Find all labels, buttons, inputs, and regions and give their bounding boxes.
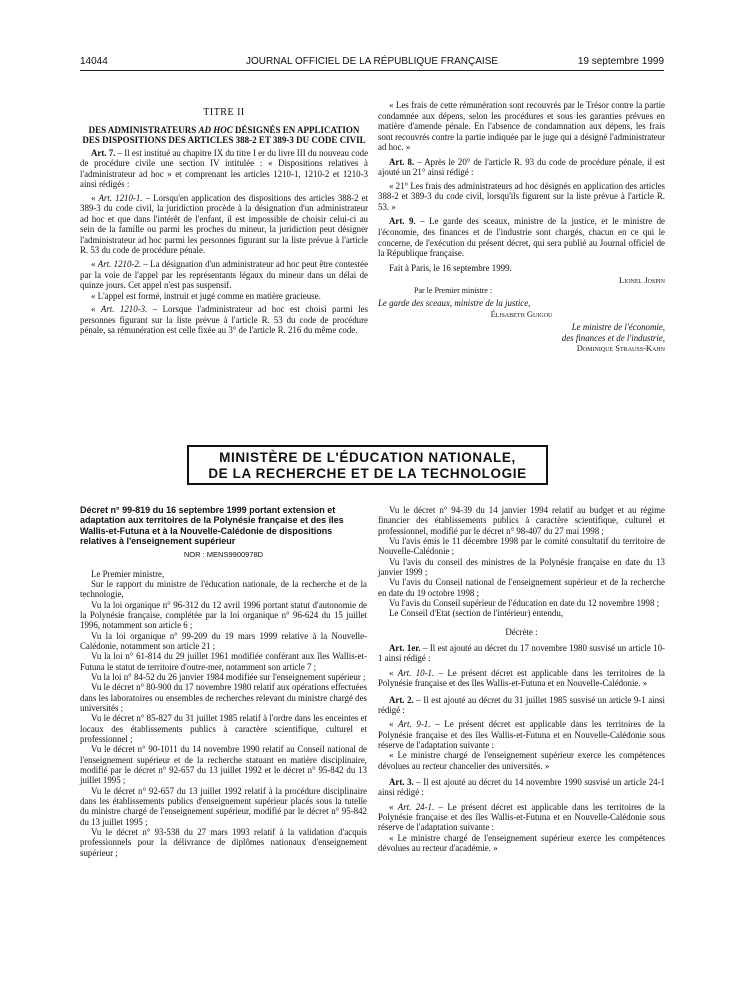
- decrete-heading: Décrète :: [505, 626, 538, 637]
- art24-1-label: Art. 24-1.: [397, 801, 435, 812]
- garde-des-sceaux: Le garde des sceaux, ministre de la justice,: [378, 298, 531, 309]
- visa-paragraph: Vu le décret n° 90-1011 du 14 novembre 1990 relatif au Conseil national de l'enseignement supérieur et de la recherche statuant en matière disciplinaire, modifié par le décret n° 92-657 du 13 juillet 1992 et le décret n° 95-842 du 13 juillet 1995 ;: [80, 744, 367, 786]
- art9-1-quote2: « Le ministre chargé de l'enseignement supérieur exerce les compétences dévolues au recteur chancelier des universités. »: [378, 750, 665, 771]
- section-heading: [80, 125, 368, 146]
- ministry-line2: DE LA RECHERCHE ET DE LA TECHNOLOGIE: [208, 466, 527, 481]
- ministre-eco-line1: Le ministre de l'économie,: [571, 322, 665, 333]
- visa-paragraph: Vu le décret n° 92-657 du 13 juillet 1992 relatif à la procédure disciplinaire dans les établissements publics d'enseignement supérieur placés sous la tutelle du ministre chargé de l'enseignement supérieur, modifié par le décret n° 95-842 du 13 juillet 1995 ;: [80, 785, 367, 827]
- art9-1-quote: « Art. 9-1. – Le présent décret est applicable dans les territoires de la Polynésie française et des îles Wallis-et-Futuna et en Nouvelle-Calédonie sous réserve de l'adaptation suivante :: [378, 719, 665, 750]
- art1210-2-paragraph2: « L'appel est formé, instruit et jugé comme en matière gracieuse.: [91, 290, 321, 301]
- journal-title: JOURNAL OFFICIEL DE LA RÉPUBLIQUE FRANÇAISE: [245, 56, 499, 67]
- visa-paragraph: Vu le décret n° 80-900 du 17 novembre 1980 relatif aux opérations effectuées dans les laboratoires ou ensembles de recherches relevant du ministre chargé des universités ;: [80, 682, 367, 713]
- art1210-1-label: Art. 1210-1.: [98, 192, 143, 203]
- visa-paragraph: Vu l'avis du Conseil national de l'enseignement supérieur et de la recherche en date du 19 octobre 1998 ;: [378, 577, 665, 598]
- visa-paragraph: Vu le décret n° 85-827 du 31 juillet 1985 relatif à l'ordre dans les enceintes et locaux des établissements publics à caractère scientifique, culturel et professionnel ;: [80, 713, 367, 745]
- art8-label: Art. 8.: [389, 156, 415, 167]
- art9-label: Art. 9.: [389, 216, 416, 227]
- art10-1-quote: « Art. 10-1. – Le présent décret est applicable dans les territoires de la Polynésie française et des îles Wallis-et-Futuna et en Nouvelle-Calédonie. »: [378, 667, 665, 689]
- signer-strauss-kahn: Dominique Strauss-Kahn: [576, 343, 665, 354]
- page-number: 14044: [80, 56, 108, 67]
- page-header: [80, 56, 664, 70]
- art1210-2-label: Art. 1210-2.: [97, 259, 142, 270]
- visa-paragraph: Le Conseil d'Etat (section de l'intérieur) entendu,: [389, 608, 563, 619]
- art2-paragraph: [378, 695, 665, 716]
- top-left-column: [80, 100, 368, 336]
- art2-text: – Il est ajouté au décret du 31 juillet 1985 susvisé un article 9-1 ainsi rédigé :: [378, 694, 665, 715]
- art8-quote: « 21° Les frais des administrateurs ad hoc désignés en application des articles 388-2 et 389-3 du code civil, lorsqu'ils figurent sur la liste prévue à l'article R. 53. »: [378, 180, 665, 212]
- section-heading-part1: DES ADMINISTRATEURS: [88, 124, 199, 135]
- art1210-2-text: – La désignation d'un administrateur ad hoc peut être contestée par la voie de l'appel par les représentants légaux du mineur dans un délai de quinze jours. Cet appel n'est pas suspensif.: [80, 259, 369, 291]
- art9-1-text: – Le présent décret est applicable dans les territoires de la Polynésie française et des îles Wallis-et-Futuna et en Nouvelle-Calédonie sous réserve de l'adaptation suivante :: [378, 719, 665, 750]
- visa-paragraph: Le Premier ministre,: [91, 568, 165, 579]
- ministre-eco-line2: des finances et de l'industrie,: [561, 332, 665, 343]
- art9-text: – Le garde des sceaux, ministre de la justice, et le ministre de l'économie, des finances et de l'industrie sont chargés, chacun en ce qui le concerne, de l'exécution du présent décret, qui sera publié au Journal officiel de la République française.: [378, 216, 665, 259]
- art1210-1-paragraph: « Art. 1210-1. – Lorsqu'en application des dispositions des articles 388-2 et 389-3 du code civil, la juridiction procède à la désignation d'un administrateur ad hoc et que dans l'intérêt de l'enfant, il est impossible de choisir celui-ci au sein de la famille ou parmi les proches du mineur, la juridiction peut désigner l'administrateur ad hoc parmi les personnes figurant sur la liste prévue à l'article R. 53 du code de procédure pénale.: [80, 192, 368, 256]
- signer-jospin: Lionel Jospin: [619, 275, 665, 286]
- top-right-column: [378, 100, 665, 354]
- art1-paragraph: [378, 643, 665, 664]
- visa-paragraph: Vu l'avis du conseil des ministres de la Polynésie française en date du 13 janvier 1999 ;: [378, 556, 665, 578]
- section-heading-adhoc: AD HOC: [198, 124, 233, 135]
- art3-label: Art. 3.: [389, 776, 414, 787]
- visa-paragraph: Vu l'avis émis le 11 décembre 1998 par le comité consultatif du territoire de Nouvelle-Calédonie ;: [378, 536, 665, 557]
- fees-paragraph: « Les frais de cette rémunération sont recouvrés par le Trésor contre la partie condamnée aux dépens, selon les procédures et sous les garanties prévues en matière d'amende pénale. En l'absence de condamnation aux dépens, les frais sont recouvrés contre la partie indiquée par le juge qui a désigné l'administrateur ad hoc. »: [378, 100, 665, 153]
- visa-paragraph: Vu le décret n° 94-39 du 14 janvier 1994 relatif au budget et au régime financier des établissements publics à caractère scientifique, culturel et professionnel, modifié par le décret n° 98-407 du 27 mai 1998 ;: [378, 505, 665, 536]
- decree-left-column: [80, 505, 367, 858]
- art7-label: Art. 7.: [91, 147, 116, 158]
- visa-paragraph: Vu la loi n° 84-52 du 26 janvier 1984 modifiée sur l'enseignement supérieur ;: [91, 671, 366, 682]
- art7-paragraph: [80, 148, 368, 190]
- titre-heading: TITRE II: [203, 107, 245, 118]
- art24-1-quote2: « Le ministre chargé de l'enseignement supérieur exerce les compétences dévolues au recteur d'académie. »: [378, 832, 665, 853]
- art1210-3-paragraph: « Art. 1210-3. – Lorsque l'administrateur ad hoc est choisi parmi les personnes figurant sur la liste prévue à l'article R. 53 du code de procédure pénale, sa rémunération est celle fixée au 3° de l'article R. 216 du même code.: [80, 304, 368, 336]
- art1210-2-paragraph: « Art. 1210-2. – La désignation d'un administrateur ad hoc peut être contestée par la voie de l'appel par les représentants légaux du mineur dans un délai de quinze jours. Cet appel n'est pas suspensif.: [80, 259, 369, 291]
- visa-paragraph: Vu la loi organique n° 99-209 du 19 mars 1999 relative à la Nouvelle-Calédonie, notamment son article 21 ;: [80, 630, 367, 651]
- art1210-1-text: – Lorsqu'en application des dispositions des articles 388-2 et 389-3 du code civil, la juridiction procède à la désignation d'un administrateur ad hoc et que dans l'intérêt de l'enfant, il est impossible de choisir celui-ci au sein de la famille ou parmi les proches du mineur, la juridiction peut désigner l'administrateur ad hoc parmi les personnes figurant sur la liste prévue à l'article R. 53 du code de procédure pénale.: [80, 192, 368, 256]
- visa-paragraph: Vu la loi n° 61-814 du 29 juillet 1961 modifiée conférant aux îles Wallis-et-Futuna le statut de territoire d'outre-mer, notamment son article 7 ;: [80, 651, 367, 672]
- par-le-premier-ministre: Par le Premier ministre :: [414, 285, 493, 295]
- art3-text: – Il est ajouté au décret du 14 novembre 1990 susvisé un article 24-1 ainsi rédigé :: [378, 776, 665, 798]
- nor-reference: NOR : MENS9900978D: [183, 550, 264, 560]
- art1210-3-text: – Lorsque l'administrateur ad hoc est choisi parmi les personnes figurant sur la liste prévue à l'article R. 53 du code de procédure pénale, sa rémunération est celle fixée au 3° de l'article R. 216 du même code.: [80, 304, 368, 336]
- visa-paragraph: Sur le rapport du ministre de l'éducation nationale, de la recherche et de la technologie,: [80, 578, 367, 600]
- decree-title: Décret n° 99-819 du 16 septembre 1999 portant extension et adaptation aux territoires de la Polynésie française et des îles Wallis-et-Futuna et à la Nouvelle-Calédonie de dispositions relatives à l'enseignement supérieur: [80, 505, 344, 546]
- visa-paragraph: Vu la loi organique n° 96-312 du 12 avril 1996 portant statut d'autonomie de la Polynésie française, complétée par la loi organique n° 96-624 du 15 juillet 1996, notamment son article 6 ;: [80, 599, 367, 631]
- art10-1-text: – Le présent décret est applicable dans les territoires de la Polynésie française et des îles Wallis-et-Futuna et en Nouvelle-Calédonie. »: [378, 667, 665, 689]
- art9-paragraph: [378, 216, 665, 258]
- art10-1-label: Art. 10-1.: [397, 667, 435, 678]
- ministry-heading-box: [187, 445, 548, 485]
- art7-text: – Il est institué au chapitre IX du titre I er du livre III du nouveau code de procédure civile une section IV intitulée : « Dispositions relatives à l'administrateur ad hoc » et comprenant les articles 1210-1, 1210-2 et 1210-3 ainsi rédigés :: [80, 147, 369, 190]
- visa-paragraph: Vu le décret n° 93-538 du 27 mars 1993 relatif à la validation d'acquis professionnels pour la délivrance de diplômes nationaux d'enseignement supérieur ;: [80, 827, 367, 858]
- art3-paragraph: [378, 777, 665, 798]
- visa-paragraph: Vu l'avis du Conseil supérieur de l'éducation en date du 12 novembre 1998 ;: [389, 598, 660, 609]
- art8-text: – Après le 20° de l'article R. 93 du code de procédure pénale, il est ajouté un 21° ainsi rédigé :: [378, 156, 665, 178]
- art24-1-text: – Le présent décret est applicable dans les territoires de la Polynésie française et des îles Wallis-et-Futuna et en Nouvelle-Calédonie sous réserve de l'adaptation suivante :: [378, 801, 665, 833]
- art9-1-label: Art. 9-1.: [398, 719, 431, 730]
- art2-label: Art. 2.: [389, 694, 414, 705]
- signer-guigou: Élisabeth Guigou: [490, 308, 553, 319]
- art8-paragraph: [378, 157, 665, 178]
- art1-label: Art. 1er.: [389, 643, 421, 654]
- decree-right-column: [378, 505, 665, 853]
- art1-text: – Il est ajouté au décret du 17 novembre 1980 susvisé un article 10-1 ainsi rédigé :: [378, 643, 665, 664]
- issue-date: 19 septembre 1999: [577, 56, 664, 67]
- header-rule: [80, 70, 664, 71]
- ministry-line1: MINISTÈRE DE L'ÉDUCATION NATIONALE,: [219, 450, 516, 465]
- fait-line: Fait à Paris, le 16 septembre 1999.: [389, 262, 512, 273]
- art24-1-quote: « Art. 24-1. – Le présent décret est applicable dans les territoires de la Polynésie française et des îles Wallis-et-Futuna et en Nouvelle-Calédonie sous réserve de l'adaptation suivante :: [378, 801, 665, 833]
- art1210-3-label: Art. 1210-3.: [100, 304, 148, 315]
- section-heading-part2: DÉSIGNÉS EN APPLICATION DES DISPOSITIONS DES ARTICLES 388-2 ET 389-3 DU CODE CIVIL: [82, 124, 366, 146]
